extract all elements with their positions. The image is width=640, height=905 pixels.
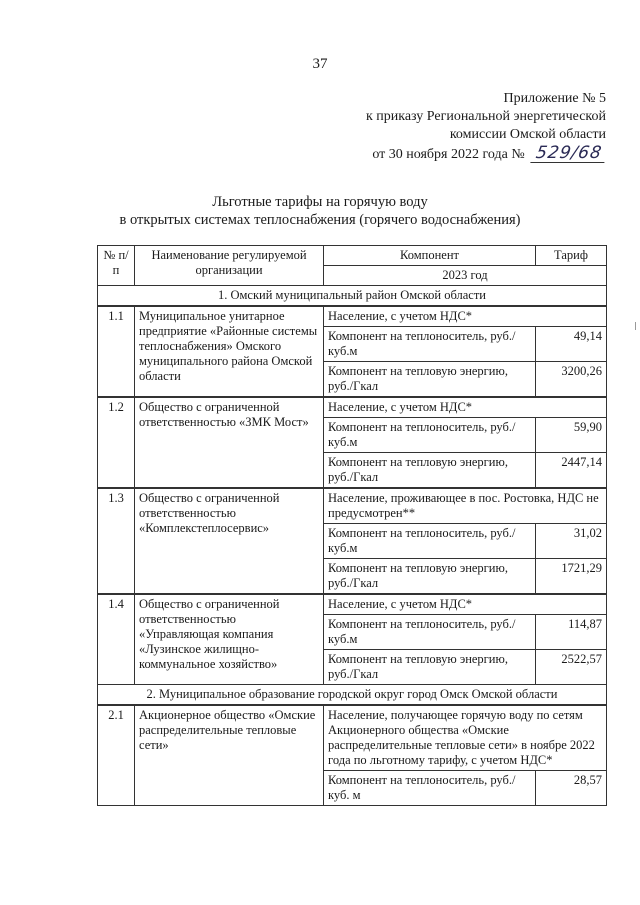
population-category: Население, с учетом НДС* (324, 594, 607, 615)
scan-mark (635, 322, 636, 330)
tariff-value: 28,57 (536, 771, 607, 806)
entry-number: 1.3 (98, 488, 135, 594)
appendix-block (366, 90, 606, 164)
organization-name: Общество с ограниченной ответственностью «Комплекстеплосервис» (135, 488, 324, 594)
tariff-value: 2522,57 (536, 650, 607, 685)
component-name: Компонент на теплоноситель, руб./куб.м (324, 524, 536, 559)
organization-name: Общество с ограниченной ответственностью «ЗМК Мост» (135, 397, 324, 488)
population-category: Население, получающее горячую воду по сетям Акционерного общества «Омские распределительные тепловые сети» в ноябре 2022 года по льготному тарифу, с учетом НДС* (324, 705, 607, 771)
entry-number: 1.2 (98, 397, 135, 488)
handwritten-order-number: 529/68 (531, 144, 608, 163)
component-name: Компонент на тепловую энергию, руб./Гкал (324, 559, 536, 595)
organization-name: Муниципальное унитарное предприятие «Районные системы теплоснабжения» Омского муниципального района Омской области (135, 306, 324, 397)
title-line-1: Льготные тарифы на горячую воду (212, 194, 428, 210)
table-row (98, 488, 607, 524)
component-name: Компонент на теплоноситель, руб./куб.м (324, 327, 536, 362)
component-name: Компонент на теплоноситель, руб./куб.м (324, 615, 536, 650)
table-row (98, 306, 607, 327)
appendix-line-2: к приказу Региональной энергетической (365, 109, 606, 124)
entry-number: 2.1 (98, 705, 135, 806)
document-title (0, 193, 640, 229)
tariff-value: 31,02 (536, 524, 607, 559)
appendix-line-1: Приложение № 5 (503, 91, 606, 106)
appendix-line-3: комиссии Омской области (449, 127, 606, 142)
header-org: Наименование регулируемой организации (135, 246, 324, 286)
table-row (98, 397, 607, 418)
page-number: 37 (312, 56, 328, 72)
title-line-2: в открытых системах теплоснабжения (горячего водоснабжения) (119, 212, 521, 228)
table-row (98, 594, 607, 615)
population-category: Население, с учетом НДС* (324, 306, 607, 327)
component-name: Компонент на теплоноситель, руб./куб. м (324, 771, 536, 806)
component-name: Компонент на тепловую энергию, руб./Гкал (324, 362, 536, 398)
tariff-value: 2447,14 (536, 453, 607, 489)
tariff-table-body (98, 286, 607, 806)
tariff-table (97, 245, 607, 806)
header-num: № п/п (98, 246, 135, 286)
component-name: Компонент на теплоноситель, руб./куб.м (324, 418, 536, 453)
organization-name: Общество с ограниченной ответственностью «Управляющая компания «Лузинское жилищно-коммунальное хозяйство» (135, 594, 324, 685)
table-row (98, 705, 607, 771)
entry-number: 1.1 (98, 306, 135, 397)
component-name: Компонент на тепловую энергию, руб./Гкал (324, 650, 536, 685)
population-category: Население, с учетом НДС* (324, 397, 607, 418)
appendix-date: от 30 ноября 2022 года № (372, 147, 525, 162)
population-category: Население, проживающее в пос. Ростовка, НДС не предусмотрен** (324, 488, 607, 524)
component-name: Компонент на тепловую энергию, руб./Гкал (324, 453, 536, 489)
entry-number: 1.4 (98, 594, 135, 685)
header-year: 2023 год (324, 266, 607, 286)
header-tariff: Тариф (536, 246, 607, 266)
section-title: 1. Омский муниципальный район Омской области (98, 286, 607, 307)
tariff-value: 59,90 (536, 418, 607, 453)
section-title: 2. Муниципальное образование городской округ город Омск Омской области (98, 685, 607, 706)
tariff-value: 114,87 (536, 615, 607, 650)
organization-name: Акционерное общество «Омские распределительные тепловые сети» (135, 705, 324, 806)
tariff-value: 49,14 (536, 327, 607, 362)
tariff-value: 3200,26 (536, 362, 607, 398)
header-component: Компонент (324, 246, 536, 266)
tariff-value: 1721,29 (536, 559, 607, 595)
appendix-order-line (366, 144, 606, 164)
